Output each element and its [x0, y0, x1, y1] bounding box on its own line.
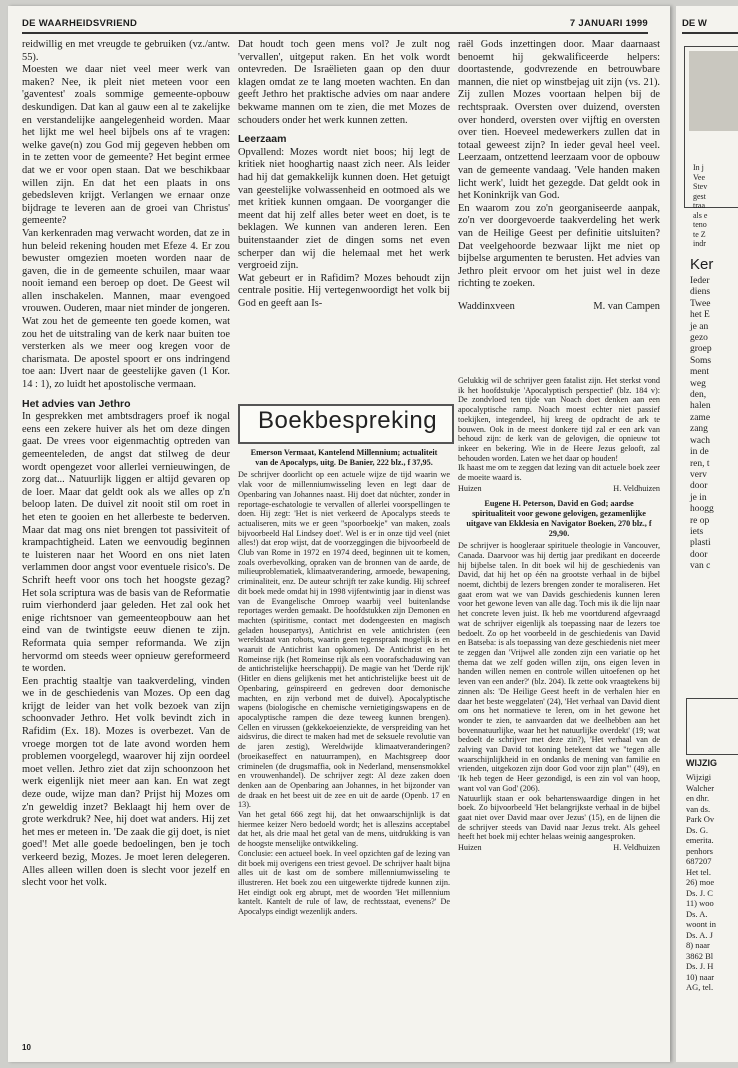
issue-date: 7 JANUARI 1999 [569, 18, 648, 29]
signature-place: Huizen [458, 483, 482, 493]
signature-place: Waddinxveen [458, 300, 515, 312]
signature-author: M. van Campen [593, 300, 660, 312]
review-paragraph: De schrijver doorlicht op een actuele wijze de tijd waarin we vlak voor de millenniumwisseling leven en legt daar de Openbaring van Johannes naast. Hij doet dat nüchter, zonder in reportage-eschatologie te vervallen of allerlei voorspellingen te doen. Hij zegt: 'Het is niet verkeerd de Apocalyps steeds te actualiseren, mits we er geen "spoorboekje" van maken, zoals bijvoorbeeld Hal Lindsey doet'. Wel is er in onze tijd veel (niet alles!) dat erop wijst, dat de voorzeggingen die bijvoorbeeld de Club van Rome in 1972 en 1974 deed, beginnen uit te komen, zoals overbevolking, opraken van de bronnen van de aarde, de milieuproblematiek, klimaatverandering, armoede, bewapening, criminaliteit, enz. De auteur schrijft ter zake kundig. Hij schreef dit boek mede omdat hij in 1998 vijfentwintig jaar in dienst was van de Evangelische Omroep waarbij veel buitenlandse reportages werden gemaakt. De hoofdstukken zijn Demonen en machten (spiritisme, contact met dodengeesten en magisch geladen housepartys), Antichrist en vele antichristen (een wereldstaat van robots, waarin geen tegenspraak mogelijk is en waaruit de Antichrist kan opkomen). De Antichrist en het Romeinse rijk (het Romeinse rijk als een voorafschaduwing van de antichristelijke heerschappij). De magie van het 'Derde rijk' (Hitler en diens gelijkenis met het antichristelijke beest uit de Openbaring, geïnspireerd en gedreven door demonische machten, en zijn verbond met de duivel). Apocalyptische wapens (biologische en chemische vernietigingswapens en de apocalyptische rampen die deze teweeg kunnen brengen). Cellen en virussen (gekkekoeienziekte, de verspreiding van het aidsvirus, die direct te maken had met de seksuele revolutie van de jaren zestig), Wereldwijde klimaatveranderingen? (broeikaseffect en natuurrampen), en Machtsgreep door criminelen (de drugsmaffia, ook in Nederland, mensensmokkel en vrouwenhandel). De schrijver zegt: Al deze zaken doen denken aan de Openbaring aan Johannes, in het bijzonder van de draak en het beest uit de zee en uit de aarde (Openb. 17 en 13). [238, 470, 450, 810]
adjacent-page [676, 6, 738, 1062]
review-paragraph: Ik haast me om te zeggen dat lezing van dit actuele boek zeer de moeite waard is. [458, 463, 660, 483]
page-header [22, 16, 648, 34]
review-column-2 [458, 376, 660, 1048]
review-paragraph: Gelukkig wil de schrijver geen fatalist zijn. Het sterkst vond ik het hoofdstukje 'Apocalyptisch perspectief' (blz. 184 v): De zondvloed ten tijde van Noach doet denken aan een apocalyptische ramp. Noach moest echter niet passief toekijken, integendeel, hij kreeg de opdracht de ark te bouwen. Ook in de meest donkere tijd zal er een ark van behoud zijn: de kerk van de gelovigen, die opnieuw tot inkeer en bekering. Wie in de Heere Jezus gelooft, zal behouden worden. Laten we het daar op houden! [458, 376, 660, 463]
adjacent-wijzig-column: Wijzigi Walcher en dhr. van ds. Park Ov Ds. G. emerita. penhors 687207 Het tel. 26) moe Ds. J. C 11) woo Ds. A. woont in Ds. A. J 8) naar 3862 Bl Ds. J. H 10) naar AG, tel. [686, 772, 716, 992]
adjacent-heading: Ker [690, 256, 714, 273]
book-heading: Eugene H. Peterson, David en God; aardse spiritualiteit voor gewone gelovigen, gezamenlijke uitgave van Ekklesia en Navigator Boeken, 270 blz., f 29,90. [466, 499, 652, 538]
paragraph: In gesprekken met ambtsdragers proef ik nogal eens een zekere huiver als het om deze dingen gaat. De vrees voor eigenmachtig optreden van gemeenteleden, de angst dat stilweg de deur wordt opengezet voor allerlei vernieuwingen, de zorg dat... Natuurlijk liggen er altijd gevaren op de loer. Maar dat geldt ook als we alles op z'n beloop laten. De duivel zit nooit stil om roet in het eten te gooien en het allerbeste te bederven. Maar dat mag ons niet brengen tot passiviteit of krampachtigheid. Laten we eenvoudig beginnen te luisteren naar het Woord en ons niet laten verlammen door angst voor eventuele risico's. De Schrift heeft voor ons toch het hoogste gezag? Het sola scriptura was de basis van de Reformatie ruim vierhonderd jaar geleden. Het zal ook het enige richtsnoer van gemeenteopbouw aan het eind van de twintigste eeuw dienen te zijn. Reformata quia semper reformanda. We zijn hervormd om steeds weer opnieuw gereformeerd te worden. [22, 411, 230, 675]
paragraph: Dat houdt toch geen mens vol? Je zult nog 'vervallen', uitgeput raken. En het volk wordt ontevreden. De Israëlieten gaan op den duur klagen omdat ze te lang moeten wachten. En dan geeft Jethro het praktische advies om naar andere bekwame mannen om te zien, die met Mozes de schouders onder het werk kunnen zetten. [238, 39, 450, 126]
photo-caption: In j Vee Stev gest traa als e teno te Z indr [693, 163, 708, 248]
photo [689, 51, 738, 131]
review-signature [458, 484, 660, 494]
paragraph: Moesten we daar niet veel meer werk van maken? Nee, ik pleit niet meteen voor een 'gaventest' zoals sommige gemeente-opbouw deskundigen. Dat kan al gauw een al te zakelijke en verstandelijke aangelegenheid worden. Maar het lijkt me wel heel bijbels ons af te vragen: welke gave(n) zou God mij gegeven hebben om in te zetten voor de gemeente? Het begint ermee dat we er voor open staan. Dat we beschikbaar willen zijn. En dat het een plaats in ons gebedsleven krijgt. Verlangen we ernaar onze bijdrage te leveren aan de groei van Christus' gemeente? [22, 64, 230, 227]
paragraph: Opvallend: Mozes wordt niet boos; hij legt de kritiek niet hooghartig naast zich neer. Als leider had hij dat gemakkelijk kunnen doen. Het getuigt van geestelijke volwassenheid en ootmoed als we met kritiek kunnen omgaan. De voorganger die meent dat hij zelf alles beter weet en doet, is te beklagen. We kunnen van anderen leren. Een buitenstaander ziet de dingen soms net even scherper dan wij die helemaal met het werk vergroeid zijn. [238, 146, 450, 272]
article-column-3 [458, 39, 660, 369]
section-heading-jethro: Het advies van Jethro [22, 397, 131, 410]
signature-author: H. Veldhuizen [613, 843, 660, 853]
review-paragraph: Conclusie: een actueel boek. In veel opzichten gaf de lezing van dit boek mij overigens een triest gevoel. De schrijver haalt bijna alles uit de kast om de sombere millenniumwisseling te illustreren. Het boek zou een uitgewerkte tijdrede kunnen zijn. Het eindigt ook erg abrupt, met de woorden 'Het millennium kantelt. Kantelt de rule of law, de rechtsstaat, evenens?' De Apocalyps eindigt wezenlijk anders. [238, 848, 450, 917]
page-number: 10 [22, 1043, 31, 1052]
adjacent-page-header: DE W [682, 18, 707, 29]
review-paragraph: De schrijver is hoogleraar spirituele theologie in Vancouver, Canada. Daarvoor was hij dertig jaar predikant en doceerde hij bijbelse talen. In dit boek wil hij de geschiedenis van David, dat hij het op één na grootste verhaal in de bijbel noemt, dichtbij de lezers brengen zonder te moraliseren. Het gaat erom wat we van Davids geschiedenis kunnen leren voor het gewone leven van alle dag. Toch mis ik die lijn naar het concrete leven juist. Ik heb me voortdurend afgevraagd wat de schrijver eigenlijk als toepassing naar de lezers toe bedoelt. Zo op het voorbeeld in de geschiedenis van David en Batseba: is als toepassing van deze geschiedenis niet meer te zeggen dan 'Vrijwel alle zonden zijn een variatie op het thema dat we zelf goden willen zijn, ons eigen leven in handen willen nemen en controle willen uitoefenen op het leven van een ander?' (blz. 204). Ik zette ook vraagtekens bij zinnen als: 'De Heilige Geest heeft in de verhalen hier en daar het beste weggelaten' (24), 'Het verhaal van David dient om ons het normatieve te leren, om in het gewone het wonder te zien, te aanvaarden dat we deelhebben aan het bovennatuurlijke, waar het het natuurlijke overdekt' (19; wat bedoelt de schrijver met deze zin?), 'Het verhaal van de zalving van David tot koning betekent dat we "tegen alle waarschijnlijkheid in en ondanks de mening van familie en vrienden, uitgekozen zijn door God voor zijn plan"' (49), en 'Ik heb tegen de Heer gezondigd, is een zin vol van hoop, want vol van God' (206). [458, 541, 660, 793]
review-paragraph: Van het getal 666 zegt hij, dat het onwaarschijnlijk is dat hiermee keizer Nero bedoeld wordt; het is alleszins acceptabel dat het, als drie maal het getal van de mens, uitdrukking is van de hoogste menselijke ontwikkeling. [238, 810, 450, 849]
review-column-1 [238, 448, 450, 1048]
adjacent-box [686, 698, 738, 755]
publication-name: DE WAARHEIDSVRIEND [22, 18, 138, 29]
paragraph: reidwillig en met vreugde te gebruiken (vz./antw. 55). [22, 39, 230, 63]
article-signature [458, 301, 660, 314]
book-heading: Emerson Vermaat, Kantelend Millennium; actualiteit van de Apocalyps, uitg. De Banier, 222 blz., f 37,95. [250, 448, 438, 467]
book-review-title: Boekbespreking [258, 407, 438, 434]
review-paragraph: Natuurlijk staan er ook behartenswaardige dingen in het boek. Zo bijvoorbeeld 'Het belangrijkste verhaal in de bijbel gaat niet over David maar over Jezus' (15), en de lijnen die de schrijver steeds van David naar Jezus trekt. Als geheel heeft het boek mij echter helaas weinig aangesproken. [458, 793, 660, 842]
header-rule [682, 32, 738, 34]
newspaper-page [8, 6, 670, 1062]
paragraph: En waarom zou zo'n georganiseerde aanpak, zo'n ver doorgevoerde taakverdeling het werk van de Heilige Geest per definitie uitsluiten? Dat veelgehoorde bezwaar lijkt me niet op bijbelse argumenten te berusten. Het advies van Jethro pleit ervoor om het juist wel in deze richting te zoeken. [458, 202, 660, 290]
signature-place: Huizen [458, 843, 482, 853]
article-column-2 [238, 39, 450, 399]
section-heading-leerzaam: Leerzaam [238, 133, 287, 146]
article-column-1 [22, 39, 230, 1044]
adjacent-wijzig-heading: WIJZIG [686, 758, 717, 768]
paragraph: Een prachtig staaltje van taakverdeling, vinden we in de geschiedenis van Mozes. Op een dag krijgt de leider van het volk bezoek van zijn schoonvader Jethro. Het volk bevindt zich in Rafidim (Ex. 18). Mozes is overbezet. Van de vroege morgen tot de late avond worden hem problemen voorgelegd, waarover hij zijn oordeel moet vellen. Jethro ziet dat zijn schoonzoon het werk eigenlijk niet meer aan kan. En wat zegt deze oude, wijze man dan? Prijst hij Mozes om z'n geweldig inzet? Beklaagt hij hem over de grote werkdruk? Nee, hij doet wat anders. Hij zet het mes er meteen in. 'De zaak die gij doet, is niet goed'! Met alle goede bedoelingen, ben je toch verkeerd bezig, Mozes. Je moet leren delegeren. Alles alleen willen doen is slecht voor jezelf en slecht voor het volk. [22, 675, 230, 889]
review-signature [458, 843, 660, 853]
signature-author: H. Veldhuizen [613, 483, 660, 493]
adjacent-photo-box [684, 46, 738, 248]
adjacent-column: Ieder diens Twee het E je an gezo groep Soms ment weg den, halen zame zang wach in de ren, t verv door je in hoogg re op iets plasti door van c [690, 276, 714, 572]
paragraph: Wat gebeurt er in Rafidim? Mozes behoudt zijn centrale positie. Hij vertegenwoordigt het volk bij God en geeft aan Is- [238, 272, 450, 309]
book-review-title-box [238, 404, 454, 444]
paragraph: raël Gods inzettingen door. Maar daarnaast benoemt hij gekwalificeerde helpers: doortastende, godvrezende en betrouwbare mannen, die niet op winstbejag uit zijn (vs. 21). Zij zullen Mozes voortaan helpen bij de rechtspraak. Oversten over duizend, oversten over honderd, oversten over vijftig en oversten over tien. Hoeveel medewerkers zullen dat in totaal geweest zijn? In ieder geval heel veel. Leerzaam, ontzettend leerzaam voor de opbouw van de gemeente vandaag. 'Vele handen maken licht werk', luidt het gezegde. Dat geldt ook in het Koninkrijk van God. [458, 39, 660, 202]
paragraph: Van kerkenraden mag verwacht worden, dat ze in hun beleid rekening houden met Efeze 4. Er zou bewuster omgezien moeten worden naar de gaven, die in de gemeente schuilen, maar waar nooit iemand een beroep op doet. De Geest wil allen inschakelen. Mannen, maar evengoed vrouwen. Ouderen, maar niet minder de jongeren. Wat zou het de gemeente ten goede komen, wat zou het de uitstraling van de kerk naar buiten toe versterken als we meer oog kregen voor de charismata. De apostel spoort er ons indringend toe aan: IJvert naar de geestelijke gaven (1 Kor. 14 : 1), zo luidt het apostolische vermaan. [22, 227, 230, 391]
